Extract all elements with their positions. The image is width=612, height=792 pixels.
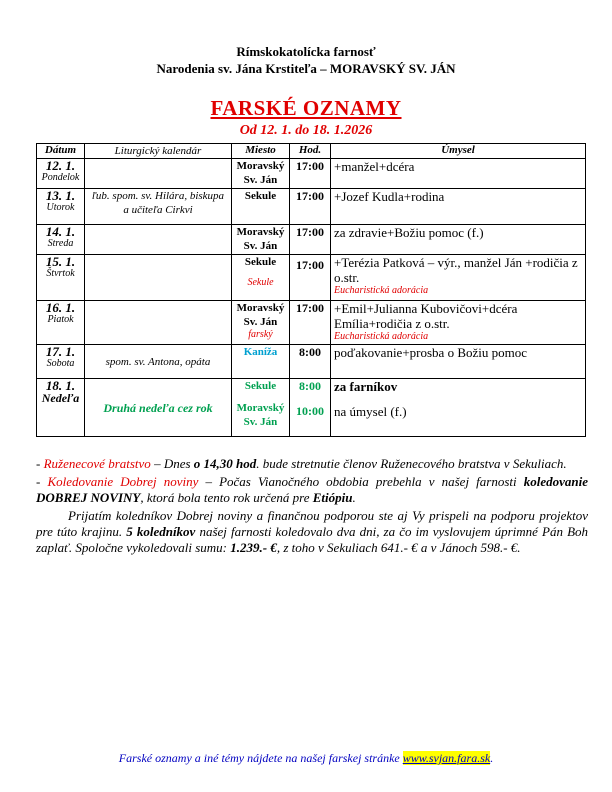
intention-text: +Terézia Patková – výr., manžel Ján +rodičia z o.str.: [334, 255, 578, 285]
date-number: 12. 1.: [45, 158, 76, 173]
thanks-carolers: 5 koledníkov: [126, 524, 196, 539]
place-name: Sekule: [244, 256, 277, 268]
place-cell: [232, 345, 290, 379]
hour-2: 10:00: [296, 404, 324, 418]
table-row: [37, 301, 586, 345]
day-name: Sobota: [46, 358, 75, 369]
announcement-rosary: - Ruženecové bratstvo – Dnes o 14,30 hod. bude stretnutie členov Ruženecového bratstva v Sekuliach.: [36, 456, 567, 471]
day-name: Utorok: [46, 202, 75, 213]
place-name: Sekule: [244, 380, 277, 392]
table-row: [37, 255, 586, 301]
intention-cell: [331, 255, 586, 301]
date-number: 15. 1.: [45, 254, 76, 269]
place-note: Sekule: [247, 277, 274, 288]
col-date: Dátum: [37, 144, 85, 159]
place-name: Kaníža: [243, 346, 278, 358]
place-name-2: Moravský Sv. Ján: [236, 402, 285, 428]
announcement-caroling: - Koledovanie Dobrej noviny – Počas Vianočného obdobia prebehla v našej farnosti koledovanie DOBREJ NOVINY, ktorá bola tento rok určená pre Etiópiu.: [36, 474, 588, 505]
parish-subtitle: Narodenia sv. Jána Krstiteľa – MORAVSKÝ SV. JÁN: [156, 61, 456, 76]
hour-cell: 17:00: [290, 301, 331, 345]
page-title: FARSKÉ OZNAMY: [210, 96, 402, 120]
date-cell: [37, 345, 85, 379]
announcement-thanks: [36, 508, 588, 556]
place-cell: [232, 301, 290, 345]
date-cell: [37, 189, 85, 225]
hour-cell: 17:00: [290, 225, 331, 255]
adoration-note: Eucharistická adorácia: [334, 331, 429, 342]
place-name: Moravský Sv. Ján: [236, 160, 285, 186]
parish-name: Rímskokatolícka farnosť: [236, 44, 376, 59]
thanks-text-b: našej farnosti koledovalo dva dni, za čo im vyslovujem úprimné Pán Boh zaplať. Spoločne vykoledovali sumu:: [36, 524, 589, 555]
col-place: Miesto: [232, 144, 290, 159]
liturgy-cell: ľub. spom. sv. Hilára, biskupa a učiteľa Cirkvi: [85, 189, 232, 225]
place-cell: [232, 379, 290, 437]
place-name: Moravský Sv. Ján: [236, 226, 285, 252]
intention-text-2: na úmysel (f.): [334, 404, 407, 419]
rosary-time: o 14,30 hod: [193, 456, 257, 471]
date-cell: [37, 225, 85, 255]
caroling-country: Etiópiu: [312, 490, 353, 505]
place-cell: [232, 189, 290, 225]
rosary-text-b: . bude stretnutie členov Ruženecového bratstva v Sekuliach.: [256, 456, 567, 471]
announcements: [36, 456, 588, 558]
thanks-text-c: , z toho v Sekuliach 641.- € a v Jánoch 598.- €.: [276, 540, 521, 555]
table-row: [37, 159, 586, 189]
day-name: Streda: [47, 238, 74, 249]
footer: [0, 751, 612, 766]
hour-cell: [290, 379, 331, 437]
website-link[interactable]: www.svjan.fara.sk: [402, 751, 491, 765]
intention-cell: +manžel+dcéra: [331, 159, 586, 189]
date-number: 14. 1.: [45, 224, 76, 239]
table-header-row: [37, 144, 586, 159]
day-name: Pondelok: [41, 172, 80, 183]
thanks-text-a: Prijatím koledníkov Dobrej noviny a finančnou podporou ste aj Vy prispeli na podporu projektov pre túto krajinu.: [36, 508, 588, 539]
table-row: [37, 189, 586, 225]
intention-cell: +Jozef Kudla+rodina: [331, 189, 586, 225]
date-number: 13. 1.: [45, 188, 76, 203]
liturgy-cell: Druhá nedeľa cez rok: [85, 379, 232, 437]
day-name: Nedeľa: [41, 391, 80, 405]
caroling-label: Koledovanie Dobrej noviny: [47, 474, 199, 489]
liturgy-cell: [85, 301, 232, 345]
intention-cell: [331, 379, 586, 437]
rosary-label: Ruženecové bratstvo: [43, 456, 151, 471]
place-note: farský: [248, 329, 273, 340]
date-number: 17. 1.: [45, 344, 76, 359]
intention-text: za farníkov: [334, 379, 398, 394]
date-number: 18. 1.: [45, 378, 76, 393]
liturgy-cell: spom. sv. Antona, opáta: [85, 345, 232, 379]
place-cell: [232, 255, 290, 301]
intention-cell: za zdravie+Božiu pomoc (f.): [331, 225, 586, 255]
date-cell: [37, 379, 85, 437]
date-cell: [37, 255, 85, 301]
liturgy-cell: [85, 159, 232, 189]
date-range: Od 12. 1. do 18. 1.2026: [239, 123, 373, 138]
caroling-bold: koledovanie DOBREJ NOVINY: [36, 474, 588, 505]
date-cell: [37, 159, 85, 189]
caroling-text-c: .: [352, 490, 356, 505]
intention-cell: poďakovanie+prosba o Božiu pomoc: [331, 345, 586, 379]
day-name: Štvrtok: [46, 268, 75, 279]
hour-cell: 17:00: [290, 255, 331, 301]
col-liturgy: Liturgický kalendár: [85, 144, 232, 159]
place-name: Moravský Sv. Ján: [236, 302, 285, 328]
thanks-sum: 1.239.- €: [230, 540, 277, 555]
schedule-table: [36, 143, 586, 437]
caroling-text-b: , ktorá bola tento rok určená pre: [140, 490, 313, 505]
liturgy-cell: [85, 225, 232, 255]
hour-1: 8:00: [299, 379, 321, 393]
place-cell: [232, 159, 290, 189]
table-row: [37, 345, 586, 379]
hour-cell: 17:00: [290, 189, 331, 225]
rosary-text-a: – Dnes: [150, 456, 194, 471]
col-hour: Hod.: [290, 144, 331, 159]
place-name: Sekule: [244, 190, 277, 202]
hour-cell: 8:00: [290, 345, 331, 379]
hour-cell: 17:00: [290, 159, 331, 189]
caroling-text-a: – Počas Vianočného obdobia prebehla v našej farnosti: [198, 474, 524, 489]
footer-end: .: [490, 751, 494, 765]
table-row: [37, 379, 586, 437]
place-cell: [232, 225, 290, 255]
col-intention: Úmysel: [331, 144, 586, 159]
footer-text: Farské oznamy a iné témy nájdete na našej farskej stránke: [118, 751, 403, 765]
intention-cell: [331, 301, 586, 345]
intention-text: +Emil+Julianna Kubovičovi+dcéra Emília+rodičia z o.str.: [334, 301, 518, 331]
table-row: [37, 225, 586, 255]
date-cell: [37, 301, 85, 345]
adoration-note: Eucharistická adorácia: [334, 285, 429, 296]
date-number: 16. 1.: [45, 300, 76, 315]
day-name: Piatok: [47, 314, 74, 325]
liturgy-cell: [85, 255, 232, 301]
